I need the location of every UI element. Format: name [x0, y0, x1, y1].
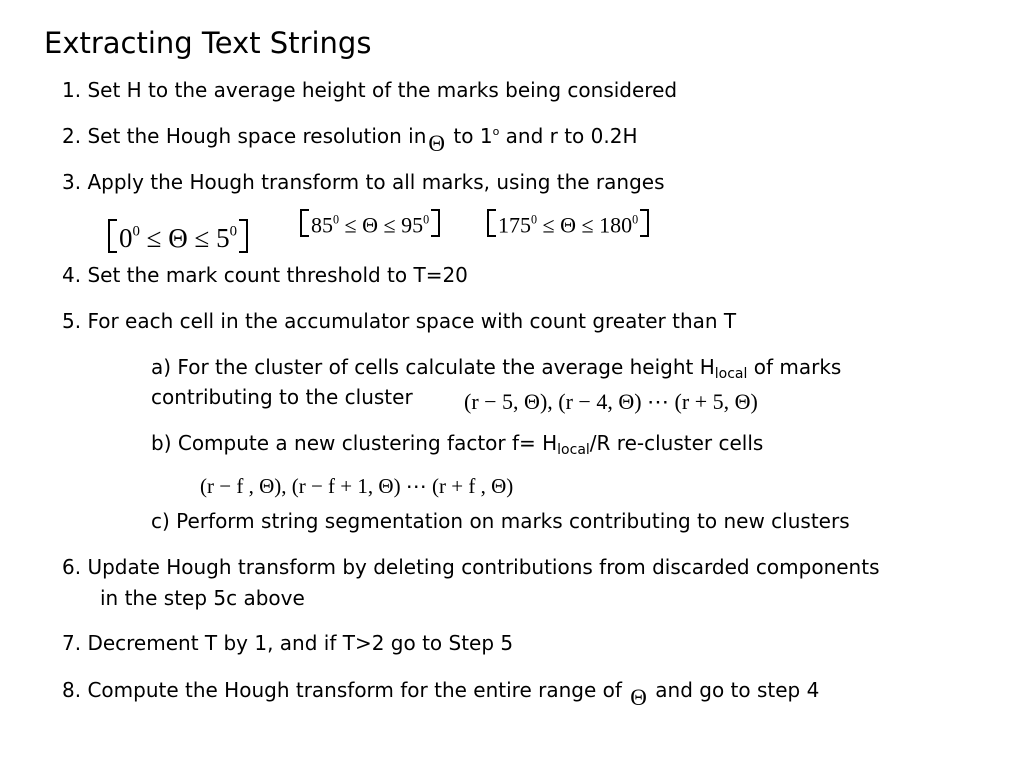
step-8-post: and go to step 4	[648, 678, 820, 702]
bracket-left	[487, 209, 496, 237]
range-1-lo: 0	[119, 222, 133, 253]
step-6-line2: in the step 5c above	[100, 586, 305, 610]
step-5a-post: of marks	[747, 355, 842, 379]
step-5b-sub: local	[557, 442, 590, 459]
range-1-mid: ≤ Θ ≤	[139, 222, 217, 253]
step-5b	[151, 431, 764, 459]
bracket-left	[300, 209, 309, 237]
range-1-hi-sup: 0	[229, 223, 237, 240]
range-3-hi: 180	[599, 212, 633, 238]
range-formula-3	[487, 209, 649, 238]
step-2-post: and r to 0.2H	[499, 124, 638, 148]
step-5c: c) Perform string segmentation on marks contributing to new clusters	[151, 509, 850, 533]
slide-title: Extracting Text Strings	[44, 26, 372, 60]
range-3-lo-sup: 0	[531, 212, 538, 227]
range-2-hi: 95	[401, 212, 424, 238]
recluster-formula: (r − f , Θ), (r − f + 1, Θ) ⋯ (r + f , Θ)	[200, 474, 514, 498]
range-3-mid: ≤ Θ ≤	[537, 212, 600, 238]
step-3: 3. Apply the Hough transform to all marks, using the ranges	[62, 170, 665, 194]
step-2-mid: to 1	[447, 124, 493, 148]
step-5b-post: /R re-cluster cells	[589, 431, 764, 455]
degree-sup: o	[492, 124, 500, 138]
step-5a-sub: local	[714, 366, 748, 383]
cluster-formula: (r − 5, Θ), (r − 4, Θ) ⋯ (r + 5, Θ)	[464, 389, 758, 414]
step-8-text: 8. Compute the Hough transform for the entire range of	[62, 678, 629, 702]
bracket-right	[640, 209, 649, 237]
range-2-hi-sup: 0	[423, 212, 430, 227]
bracket-left	[108, 219, 117, 253]
range-2-lo-sup: 0	[333, 212, 340, 227]
step-5: 5. For each cell in the accumulator space with count greater than T	[62, 309, 737, 333]
step-5a	[151, 355, 842, 383]
range-3-hi-sup: 0	[632, 212, 639, 227]
step-5b-text: b) Compute a new clustering factor f= H	[151, 431, 558, 455]
step-4: 4. Set the mark count threshold to T=20	[62, 263, 468, 287]
bracket-right	[239, 219, 248, 253]
range-2-mid: ≤ Θ ≤	[339, 212, 402, 238]
step-7: 7. Decrement T by 1, and if T>2 go to Step 5	[62, 631, 514, 655]
range-3-lo: 175	[498, 212, 531, 238]
step-6-line1: 6. Update Hough transform by deleting contributions from discarded components	[62, 555, 880, 579]
step-8	[62, 678, 819, 710]
step-2-text: 2. Set the Hough space resolution in	[62, 124, 427, 148]
range-formula-1	[108, 219, 248, 253]
range-1-lo-sup: 0	[132, 223, 140, 240]
range-2-lo: 85	[311, 212, 333, 238]
theta-symbol: Θ	[630, 685, 647, 711]
step-2	[62, 124, 638, 156]
bracket-right	[431, 209, 440, 237]
range-formula-2	[300, 209, 440, 238]
step-5a-text: a) For the cluster of cells calculate the average height H	[151, 355, 715, 379]
theta-symbol: Θ	[428, 131, 446, 157]
step-1: 1. Set H to the average height of the marks being considered	[62, 78, 678, 102]
range-1-hi: 5	[216, 222, 230, 253]
step-5a-line2: contributing to the cluster	[151, 385, 413, 409]
